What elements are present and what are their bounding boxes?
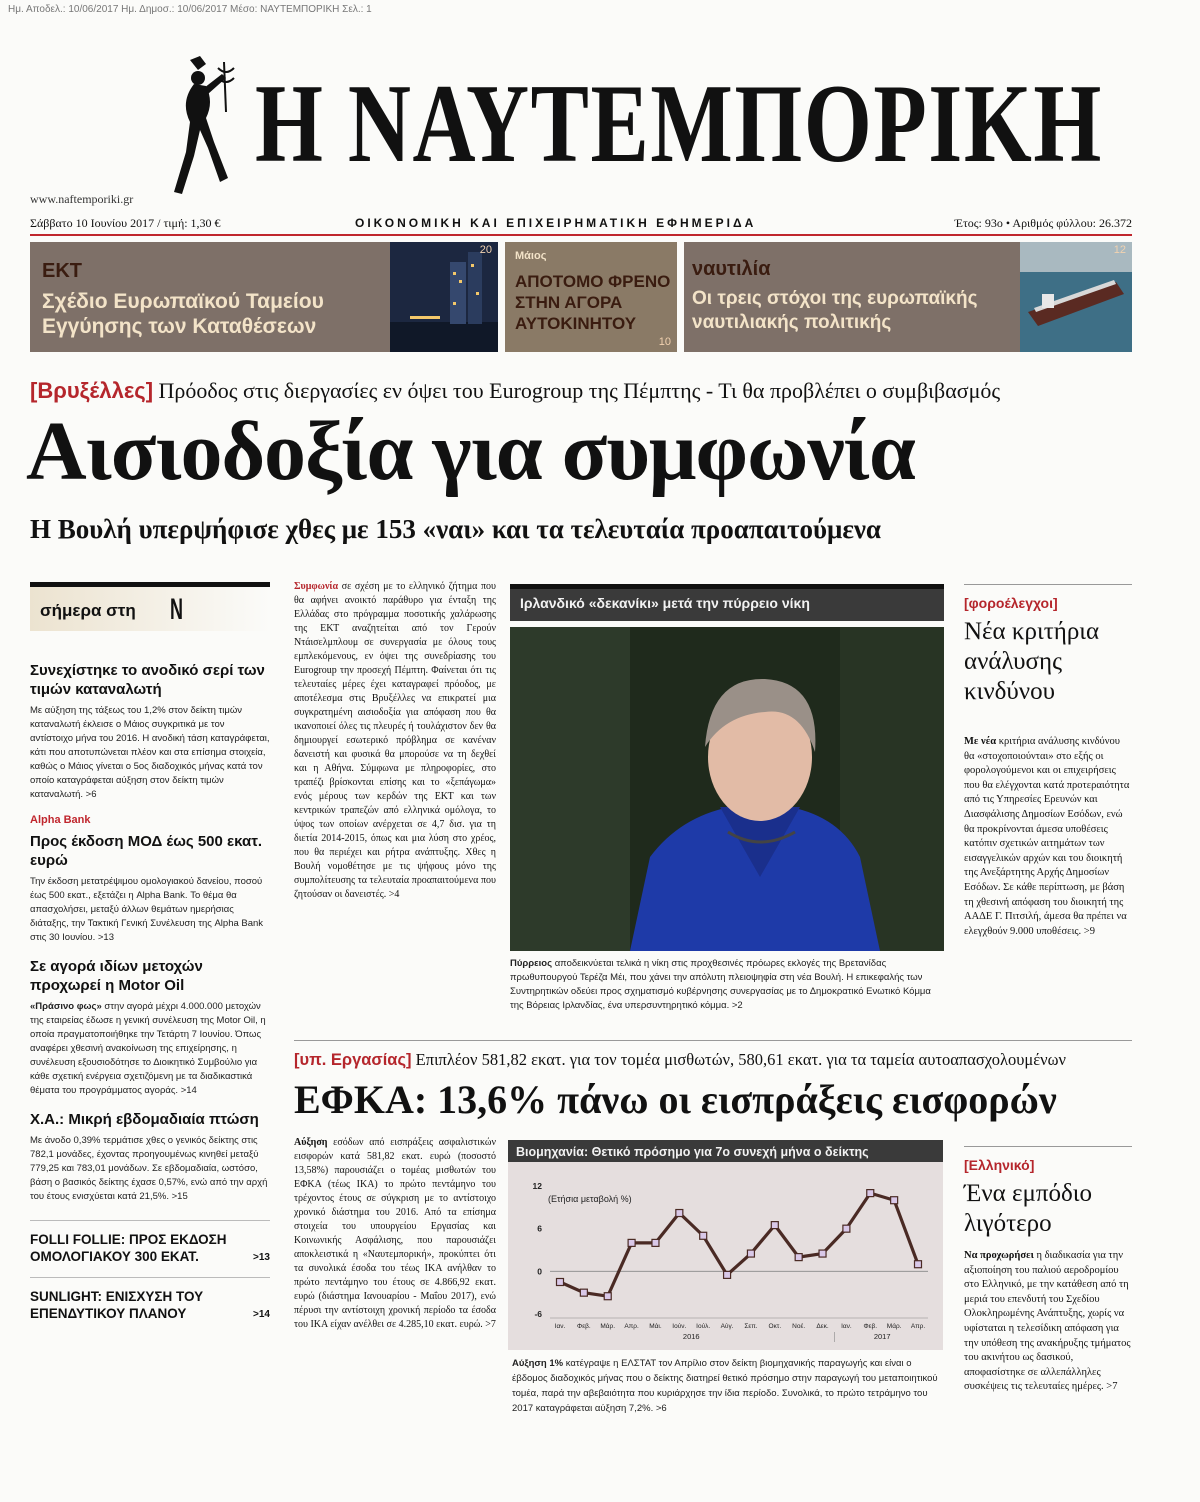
efka-body — [294, 1136, 496, 1332]
x-tick-label: Φεβ. — [577, 1323, 591, 1330]
tax-headline[interactable]: Νέα κριτήρια ανάλυσης κινδύνου — [964, 618, 1100, 705]
elliniko-headline[interactable]: Ένα εμπόδιο λιγότερο — [964, 1180, 1093, 1237]
elliniko-body-lead: Να προχωρήσει — [964, 1250, 1034, 1261]
website-link[interactable]: www.naftemporiki.gr — [30, 192, 134, 206]
chart-caption-text: κατέγραψε η ΕΛΣΤΑΤ τον Απρίλιο στον δείκτη βιομηχανικής παραγωγής και είναι ο έβδομος διαδοχικός μήνας που ο δείκτης διατηρεί θετικό πρόσημο στην παραγωγή του μεταποιητικού τομέα, παρά την αβεβαιότητα που κυριάρχησε την ίδια περίοδο. Συνολικά, το πρώτο τετράμηνο του 2017 καταγράφεται αύξηση 7,2%. >6 — [512, 1358, 938, 1414]
chart-marks — [557, 1190, 922, 1300]
teaser-title: ΑΠΟΤΟΜΟ ΦΡΕΝΟ — [515, 272, 671, 291]
y-tick-label: 6 — [537, 1223, 542, 1234]
bottom-item[interactable] — [30, 1277, 270, 1322]
data-point — [557, 1279, 564, 1286]
x-tick-label: Ιούλ. — [696, 1323, 711, 1330]
masthead-title: Η ΝΑΥΤΕΜΠΟΡΙΚΗ — [255, 62, 1103, 186]
x-tick-label: Ιαν. — [554, 1323, 566, 1330]
photo-block — [510, 584, 944, 1013]
teaser-title: Εγγύησης των Καταθέσεων — [42, 315, 317, 338]
year-label: 2017 — [873, 1332, 891, 1341]
efka-headline[interactable]: ΕΦΚΑ: 13,6% πάνω οι εισπράξεις εισφορών — [294, 1077, 1057, 1122]
data-point — [819, 1250, 826, 1257]
theresa-may-photo-icon — [510, 627, 944, 951]
teaser-shipping[interactable] — [684, 242, 1132, 352]
lead-body — [294, 580, 496, 902]
series-line — [560, 1193, 918, 1296]
x-tick-label: Σεπ. — [744, 1323, 758, 1330]
bottom-item-text: FOLLI FOLLIE: ΠΡΟΣ ΕΚΔΟΣΗ ΟΜΟΛΟΓΙΑΚΟΥ 300 ΕΚΑΤ. — [30, 1232, 227, 1264]
year-label: 2016 — [682, 1332, 700, 1341]
naftemporiki-logo: N — [170, 593, 184, 626]
efka-strap — [294, 1050, 1066, 1070]
elliniko-kicker: [Ελληνικό] — [964, 1157, 1035, 1173]
hermes-logo — [160, 52, 240, 202]
photo-caption-lead: Πύρρειος — [510, 958, 553, 969]
x-tick-label: Απρ. — [624, 1323, 639, 1330]
page-ref: 20 — [479, 244, 492, 256]
skyline-photo-icon — [390, 242, 498, 352]
today-item-heading[interactable]: Σε αγορά ιδίων μετοχών προχωρεί η Motor Oil — [30, 958, 203, 994]
today-section — [30, 582, 270, 1322]
elliniko-section — [964, 1146, 1132, 1395]
x-tick-label: Μάρ. — [886, 1323, 902, 1330]
data-point — [795, 1254, 802, 1261]
x-tick-label: Ιαν. — [841, 1323, 852, 1330]
teaser-label: ναυτιλία — [692, 258, 771, 280]
teaser-cars[interactable] — [505, 242, 677, 352]
data-point — [604, 1293, 611, 1300]
x-tick-label: Οκτ. — [768, 1323, 782, 1330]
lead-deck: Η Βουλή υπερψήφισε χθες με 153 «ναι» και τα τελευταία προαπαιτούμενα — [30, 514, 881, 544]
page-ref: >14 — [253, 1309, 270, 1320]
today-banner — [30, 587, 270, 631]
teaser-title: ναυτιλιακής πολιτικής — [692, 312, 892, 333]
bottom-item-text: SUNLIGHT: ΕΝΙΣΧΥΣΗ ΤΟΥ ΕΠΕΝΔΥΤΙΚΟΥ ΠΛΑΝΟΥ — [30, 1289, 204, 1321]
data-point — [700, 1232, 707, 1239]
tagline: ΟΙΚΟΝΟΜΙΚΗ ΚΑΙ ΕΠΙΧΕΙΡΗΜΑΤΙΚΗ ΕΦΗΜΕΡΙΔΑ — [355, 216, 757, 230]
today-item-text: στην αγορά μέχρι 4.000.000 μετοχών της εταιρείας έδωσε η γενική συνέλευση της Motor Oil, η οποία πραγματοποιήθηκε την Τετάρτη 7 Ιουνίου. Όπως αναφέρει χθεσινή ανακοίνωση της επιχείρησης, η συνέλευση εξουσιοδότησε το Διοικητικό Συμβούλιο για κάθε σχετική ενέργεια σχετιζόμενη με τα διαδικαστικά θέματα του προγράμματος αγοράς. >14 — [30, 1001, 266, 1096]
x-tick-label: Αύγ. — [720, 1323, 734, 1330]
today-item-kicker: Alpha Bank — [30, 814, 91, 826]
data-point — [915, 1261, 922, 1268]
teaser-title: ΑΥΤΟΚΙΝΗΤΟΥ — [515, 314, 637, 333]
tax-body: κριτήρια ανάλυσης κινδύνου θα «στοχοποιούνται» στο εξής οι φορολογούμενοι και οι επιχειρήσεις που θα ελέγχονται κατά προτεραιότητα από τις Υπηρεσίες Ερευνών και Διασφάλισης Δημοσίων Εσόδων, ενώ θα προκρίνονται άμεσα υποθέσεις κατόπιν σχετικών αιτημάτων των εισαγγελικών αρχών και του διοικητή της Ανεξάρτητης Αρχής Δημοσίων Εσόδων. Σε κάθε περίπτωση, με βάση τη χθεσινή απόφαση του διοικητή της ΑΑΔΕ Γ. Πιτσιλή, άμεσα θα πρέπει να ελεγχθούν 9.000 υποθέσεις. >9 — [964, 736, 1130, 937]
lead-body-lead: Συμφωνία — [294, 581, 339, 592]
chart-caption-lead: Αύξηση 1% — [512, 1358, 564, 1369]
x-tick-label: Ιούν. — [672, 1323, 687, 1330]
photo-caption: αποδεικνύεται τελικά η νίκη στις προχθεσινές πρόωρες εκλογές της Βρετανίδας πρωθυπουργού Τερέζα Μέι, που χάνει την απόλυτη πλειοψηφία στη νέα Βουλή. Η επικεφαλής των Συντηρητικών οδεύει προς σχηματισμό κυβέρνησης συνεργασίας με το Δημοκρατικό Ενωτικό Κόμμα της Βόρειας Ιρλανδίας, ένα υπερσυντηρητικό κόμμα. >2 — [510, 958, 931, 1011]
photo-title: Ιρλανδικό «δεκανίκι» μετά την πύρρειο νίκη — [510, 589, 944, 621]
bottom-item[interactable] — [30, 1220, 270, 1265]
today-item-text: Με αύξηση της τάξεως του 1,2% στον δείκτη τιμών καταναλωτή έκλεισε ο Μάιος συγκριτικά με τον αντίστοιχο μήνα του 2016. Η ανοδική τάση καταγράφεται, κάτι που αποτυπώνεται πλέον και στα επίσημα στοιχεία, καθώς ο Μάιος γίνεται ο 5ος διαδοχικός μήνας κατά τον οποίο καταγράφεται αύξηση στον δείκτη τιμών καταναλωτή. >6 — [30, 705, 270, 800]
teaser-ekt[interactable] — [30, 242, 498, 352]
clipping-meta: Ημ. Αποδελ.: 10/06/2017 Ημ. Δημοσ.: 10/06/2017 Μέσο: ΝΑΥΤΕΜΠΟΡΙΚΗ Σελ.: 1 — [8, 4, 372, 15]
data-point — [891, 1197, 898, 1204]
y-tick-label: 12 — [532, 1181, 542, 1191]
data-point — [747, 1250, 754, 1257]
teaser-label: ΕΚΤ — [42, 260, 82, 282]
page-ref: >13 — [253, 1252, 270, 1263]
today-item-lead: «Πράσινο φως» — [30, 1001, 102, 1012]
chart-caption — [512, 1356, 940, 1416]
chart-title: Βιομηχανία: Θετικό πρόσημο για 7ο συνεχή μήνα ο δείκτης — [516, 1145, 869, 1159]
industry-chart — [508, 1140, 943, 1350]
tax-body-lead: Με νέα — [964, 736, 997, 747]
y-tick-label: -6 — [534, 1309, 542, 1319]
lead-strap — [30, 378, 1000, 404]
dateline: Σάββατο 10 Ιουνίου 2017 / τιμή: 1,30 € — [30, 216, 221, 230]
lead-body-text: σε σχέση με το ελληνικό ζήτημα που θα αφήνει ανοικτό παράθυρο για ένταξη της Ελλάδας στο πρόγραμμα ποσοτικής χαλάρωσης της ΕΚΤ αναζητείται από τον Γερούν Ντάισελμπλουμ σε συνεργασία με όλους τους εμπλεκόμενους, εν όψει της συνεδρίασης του Eurogroup την προσεχή Πέμπτη. Φαίνεται ότι τις τελευταίες μέρες έχει καταγραφεί πρόοδος, με αποτέλεσμα στις Βρυξέλλες να επικρατεί μια συγκρατημένη αισιοδοξία για απόφαση που θα ικανοποιεί όλες τις πλευρές ή τουλάχιστον δεν θα δημιουργεί εσωτερικό πρόβλημα σε κανέναν δανειστή και φυσικά θα μπορούσε να τη δεχθεί και η Αθήνα. Σύμφωνα με πληροφορίες, στο τραπέζι βρίσκονται επίσης και το «ξεπάγωμα» ενός μέρους των κερδών της ΕΚΤ και των κεντρικών τραπεζών από ελληνικά ομόλογα, το ύψος των οποίων ανέρχεται σε 4,7 δισ. για τη διετία 2014-2015, όπως και μια λύση στο χρέος, που θα περιέχει και ρήτρα ανάπτυξης. Χθες η Βουλή νομοθέτησε με τις ψήφους μόνο της συμπολίτευσης τα τελευταία προαπαιτούμενα που ζητούσαν οι δανειστές. >4 — [294, 581, 497, 900]
x-tick-label: Φεβ. — [863, 1323, 878, 1330]
data-point — [652, 1239, 659, 1246]
x-tick-label: Απρ. — [910, 1323, 926, 1330]
x-tick-label: Νοέ. — [792, 1323, 806, 1330]
today-item-text: Την έκδοση μετατρέψιμου ομολογιακού δανείου, ποσού έως 500 εκατ., εξετάζει η Alpha Bank. Το θέμα θα απασχολήσει, μεταξύ άλλων θεμάτων ημερήσιας διάταξης, την Τακτική Γενική Συνέλευση της Alpha Bank στις 30 Ιουνίου. >13 — [30, 876, 264, 943]
data-point — [771, 1222, 778, 1229]
teaser-title: Οι τρεις στόχοι της ευρωπαϊκής — [692, 288, 978, 309]
efka-body-text: εσόδων από εισπράξεις ασφαλιστικών εισφορών κατά 581,82 εκατ. ευρώ (ποσοστό 13,58%) παρουσιάζει ο τομέας μισθωτών του ΕΦΚΑ (τέως ΙΚΑ) το πρώτο πεντάμηνο του τρέχοντος έτους σε σύγκριση με το αντίστοιχο χρονικό διάστημα του 2016. Από τα επίσημα στοιχεία του υπουργείου Εργασίας και Κοινωνικής Ασφάλισης, που παρουσιάζει αποκλειστικά η «Ναυτεμπορική», προκύπτει ότι τα συνολικά έσοδα του τέως ΙΚΑ ανήλθαν το πρώτο πεντάμηνο του έτους σε 4.866,92 εκατ. ευρώ (διάστημα Ιανουαρίου - Μαΐου 2017), ενώ πέρυσι την αντίστοιχη χρονική περίοδο τα έσοδα του ΙΚΑ είχαν ανέλθει σε 4.285,10 εκατ. ευρώ. >7 — [294, 1137, 497, 1330]
today-item-heading[interactable]: Συνεχίστηκε το ανοδικό σερί των τιμών καταναλωτή — [30, 662, 265, 698]
ship-photo-icon — [1020, 242, 1132, 352]
lead-kicker: [Βρυξέλλες] — [30, 378, 154, 403]
page-ref: 12 — [1113, 244, 1126, 256]
x-tick-label: Μάρ. — [600, 1323, 616, 1330]
data-point — [676, 1210, 683, 1217]
data-point — [724, 1271, 731, 1278]
page-ref: 10 — [658, 336, 671, 348]
data-point — [867, 1190, 874, 1197]
chart-ylabel: (Ετήσια μεταβολή %) — [548, 1194, 632, 1204]
today-item-heading[interactable]: Προς έκδοση ΜΟΔ έως 500 εκατ. ευρώ — [30, 833, 263, 869]
efka-body-lead: Αύξηση — [294, 1137, 328, 1148]
elliniko-body: η διαδικασία για την αξιοποίηση του παλιού αεροδρομίου στο Ελληνικό, με την κατάθεση από τη μεριά του επενδυτή του Σχεδίου Ολοκληρωμένης Ανάπτυξης, χωρίς να υφίσταται η τελεσίδικη απόφαση για την υπόθεση της ανακήρυξης τμήματος του ακινήτου ως δασικού, αποφασίστηκε σε αλλεπάλληλες συσκέψεις τις τελευταίες ημέρες. >7 — [964, 1250, 1131, 1393]
today-item-text: Με άνοδο 0,39% τερμάτισε χθες ο γενικός δείκτης στις 782,1 μονάδες, έχοντας προηγουμένως κινηθεί μεταξύ 779,25 και 783,01 μονάδων. Σε εβδομαδιαία, ωστόσο, βάση ο βασικός δείκτης έχασε 0,57%, ενώ από την αρχή του έτους ενισχύεται κατά 21,5%. >15 — [30, 1135, 268, 1202]
tax-kicker: [φοροέλεγχοι] — [964, 595, 1058, 611]
data-point — [628, 1239, 635, 1246]
x-tick-label: Δεκ. — [816, 1323, 829, 1330]
issue-info: Έτος: 93ο • Αριθμός φύλλου: 26.372 — [954, 216, 1132, 230]
x-tick-label: Μάι. — [649, 1323, 662, 1330]
lead-strap-text: Πρόοδος στις διεργασίες εν όψει του Eurogroup της Πέμπτης - Τι θα προβλέπει ο συμβιβασμός — [158, 378, 1001, 403]
efka-strap-text: Επιπλέον 581,82 εκατ. για τον τομέα μισθωτών, 580,61 εκατ. για τα ταμεία αυτοαπασχολουμένων — [415, 1050, 1066, 1069]
today-item-heading[interactable]: Χ.Α.: Μικρή εβδομαδιαία πτώση — [30, 1111, 259, 1128]
data-point — [843, 1225, 850, 1232]
chart-axes — [533, 1181, 928, 1342]
industry-chart-svg — [508, 1140, 943, 1350]
data-point — [580, 1289, 587, 1296]
teaser-title: Σχέδιο Ευρωπαϊκού Ταμείου — [42, 290, 324, 313]
today-label: σήμερα στη — [40, 601, 136, 620]
teaser-label: Μάιος — [515, 250, 547, 262]
lead-headline[interactable]: Αισιοδοξία για συμφωνία — [26, 405, 915, 498]
teaser-title: ΣΤΗΝ ΑΓΟΡΑ — [515, 293, 623, 312]
tax-section — [964, 584, 1132, 939]
y-tick-label: 0 — [537, 1266, 542, 1277]
masthead-rule — [30, 234, 1132, 236]
efka-kicker: [υπ. Εργασίας] — [294, 1051, 412, 1069]
